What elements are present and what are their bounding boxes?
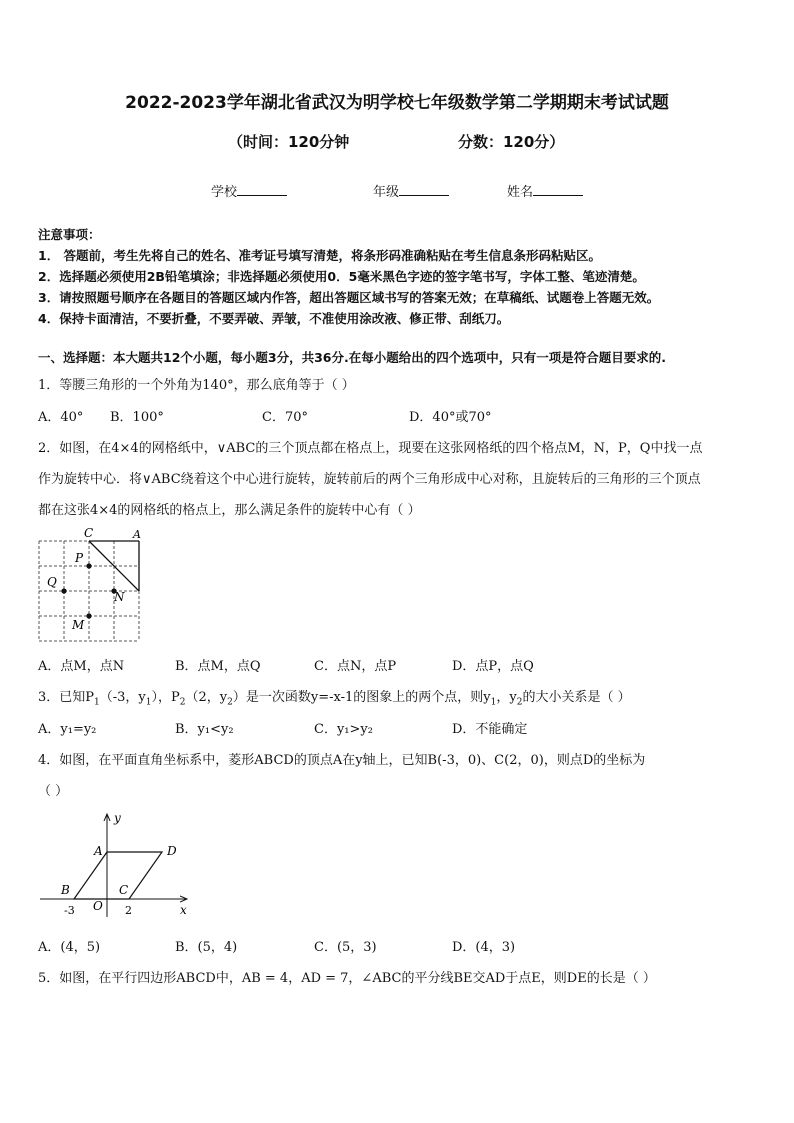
rhombus-abcd xyxy=(74,852,162,899)
grade-field xyxy=(373,181,449,200)
q3-option-b: B．y₁<y₂ xyxy=(175,722,234,737)
label-n: N xyxy=(114,590,125,604)
label-b: B xyxy=(61,883,70,897)
q3-option-c: C．y₁>y₂ xyxy=(314,722,373,737)
q3-sub: 2 xyxy=(227,697,233,708)
q3-text: 的大小关系是（ ） xyxy=(522,690,631,705)
exam-score: 分数：120分） xyxy=(458,133,565,151)
q3-option-a: A．y₁=y₂ xyxy=(38,722,97,737)
q3-text: （-3，y xyxy=(99,690,146,705)
label-o: O xyxy=(93,899,103,913)
exam-time: （时间：120分钟 xyxy=(228,133,350,151)
q3-sub: 1 xyxy=(94,697,100,708)
page-title: 2022-2023学年湖北省武汉为明学校七年级数学第二学期期末考试试题 xyxy=(125,93,669,113)
q1-option-a: A．40° xyxy=(38,410,84,425)
question-2-line1: 2．如图，在4×4的网格纸中，∨ABC的三个顶点都在格点上，现要在这张网格纸的四个格点M，N，P，Q中找一点 xyxy=(38,441,703,456)
q2-grid-figure xyxy=(30,524,150,644)
label-y: y xyxy=(114,811,121,825)
name-field xyxy=(507,181,583,200)
section-heading: 一、选择题：本大题共12个小题，每小题3分，共36分.在每小题给出的四个选项中，只有一项是符合题目要求的. xyxy=(38,350,666,365)
name-label: 姓名 xyxy=(507,185,534,200)
label-x: x xyxy=(180,903,187,917)
q2-option-d: D．点P，点Q xyxy=(452,659,534,674)
q4-option-d: D．(4，3) xyxy=(452,940,516,955)
point-p xyxy=(86,563,91,568)
label-minus3: -3 xyxy=(64,904,75,917)
note-item: 4．保持卡面清洁，不要折叠，不要弄破、弄皱，不准使用涂改液、修正带、刮纸刀。 xyxy=(38,311,510,326)
label-q: Q xyxy=(47,575,57,589)
q3-text: ），P xyxy=(151,690,180,705)
q3-sub: 1 xyxy=(145,697,152,708)
point-q xyxy=(61,588,66,593)
q4-rhombus-figure xyxy=(30,808,200,923)
question-2-line3: 都在这张4×4的网格纸的格点上，那么满足条件的旋转中心有（ ） xyxy=(38,503,421,518)
notes-heading: 注意事项： xyxy=(38,227,101,242)
label-a: A xyxy=(133,528,141,541)
label-m: M xyxy=(72,618,85,632)
note-item: 1． 答题前，考生先将自己的姓名、准考证号填写清楚，将条形码准确粘贴在考生信息条形码粘贴区。 xyxy=(38,248,602,263)
question-4-line2: （ ） xyxy=(38,784,69,799)
q3-sub: 1 xyxy=(490,697,497,708)
name-blank xyxy=(533,182,583,196)
school-blank xyxy=(237,182,287,196)
q4-option-b: B．(5，4) xyxy=(175,940,238,955)
question-3-stem xyxy=(38,686,631,708)
q1-option-c: C．70° xyxy=(262,410,308,425)
label-c: C xyxy=(84,526,94,540)
q3-sub: 2 xyxy=(179,697,186,708)
q4-option-c: C．(5，3) xyxy=(314,940,377,955)
grade-label: 年级 xyxy=(373,185,400,200)
label-a: A xyxy=(94,844,103,858)
q2-option-a: A．点M，点N xyxy=(38,659,125,674)
point-m xyxy=(86,613,91,618)
school-field xyxy=(211,181,287,200)
q3-text: 3．已知P xyxy=(38,690,95,705)
q1-option-d: D．40°或70° xyxy=(409,410,492,425)
q2-option-b: B．点M，点Q xyxy=(175,659,261,674)
label-2: 2 xyxy=(125,904,132,917)
school-label: 学校 xyxy=(211,185,238,200)
question-1-stem: 1．等腰三角形的一个外角为140°，那么底角等于（ ） xyxy=(38,378,355,393)
question-4-line1: 4．如图，在平面直角坐标系中，菱形ABCD的顶点A在y轴上，已知B(-3，0)、C(2，0)，则点D的坐标为 xyxy=(38,753,646,768)
question-5-stem: 5．如图，在平行四边形ABCD中，AB = 4，AD = 7，∠ABC的平分线BE交AD于点E，则DE的长是（ ） xyxy=(38,971,656,986)
note-item: 2．选择题必须使用2B铅笔填涂；非选择题必须使用0．5毫米黑色字迹的签字笔书写，字体工整、笔迹清楚。 xyxy=(38,269,645,284)
q3-text: ）是一次函数y=-x-1的图象上的两个点，则y xyxy=(232,690,491,705)
note-item: 3．请按照题号顺序在各题目的答题区域内作答，超出答题区域书写的答案无效；在草稿纸、试题卷上答题无效。 xyxy=(38,290,660,305)
question-2-line2: 作为旋转中心．将∨ABC绕着这个中心进行旋转，旋转前后的两个三角形成中心对称，且旋转后的三角形的三个顶点 xyxy=(38,472,701,487)
q4-option-a: A．(4，5) xyxy=(38,940,101,955)
q3-sub: 2 xyxy=(516,697,523,708)
label-p: P xyxy=(75,551,84,565)
grade-blank xyxy=(399,182,449,196)
q2-option-c: C．点N，点P xyxy=(314,659,397,674)
q3-text: ，y xyxy=(496,690,517,705)
q3-option-d: D．不能确定 xyxy=(452,722,528,737)
label-c: C xyxy=(119,883,129,897)
label-d: D xyxy=(167,844,177,858)
notes-block xyxy=(38,224,659,329)
q3-text: （2，y xyxy=(185,690,228,705)
q1-option-b: B．100° xyxy=(110,410,164,425)
